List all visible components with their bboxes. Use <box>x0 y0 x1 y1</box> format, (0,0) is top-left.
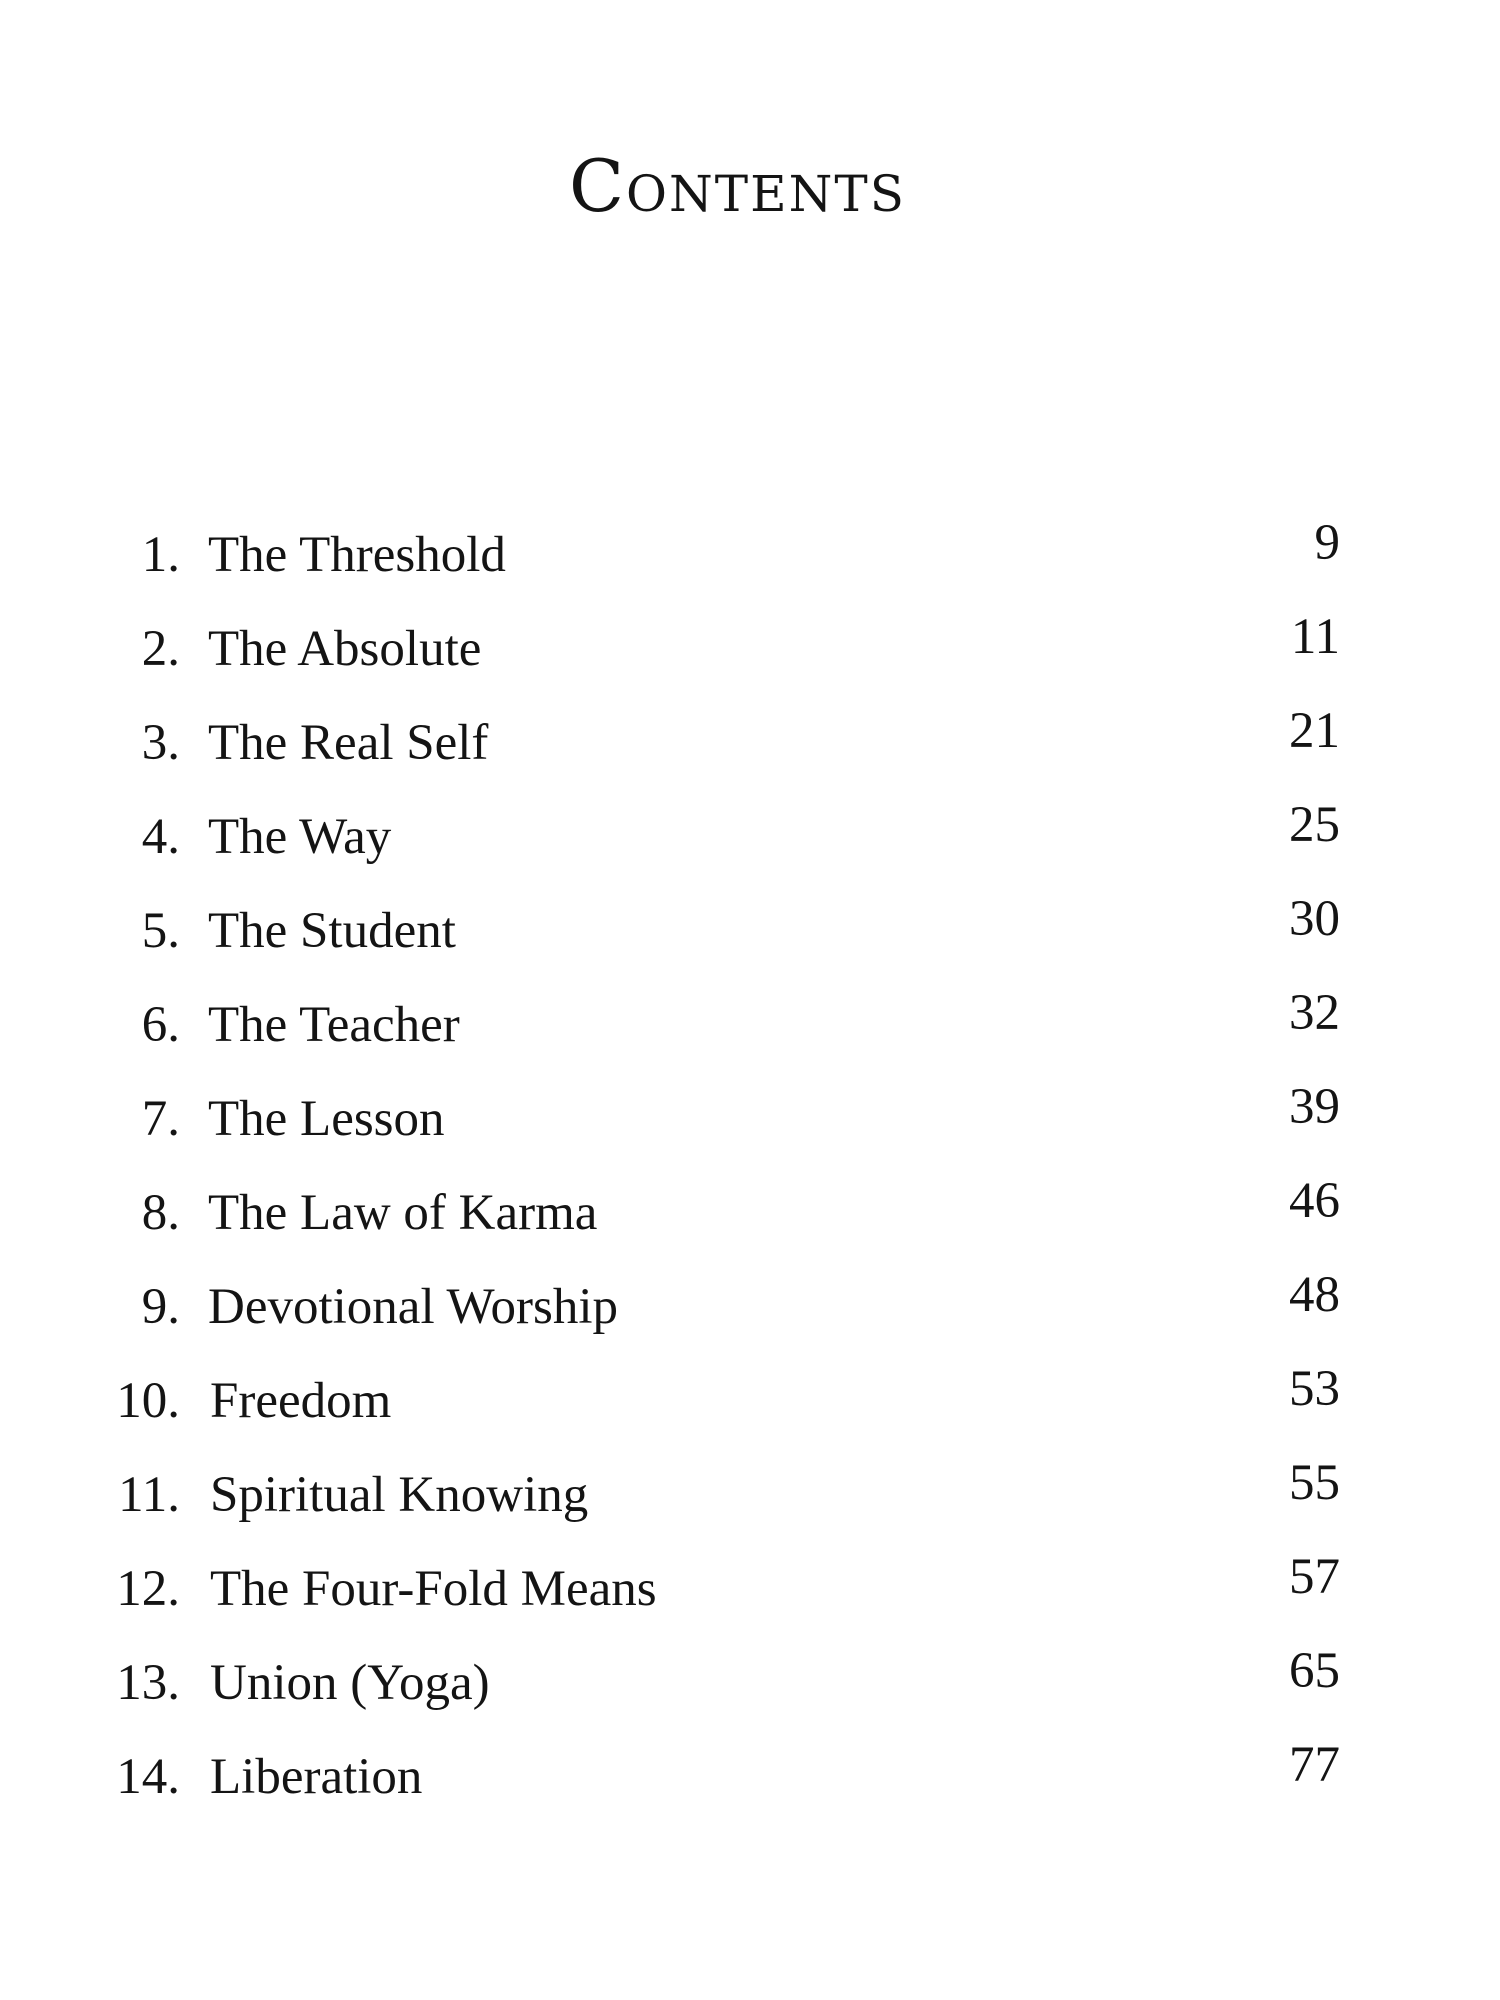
chapter-number: 7. <box>141 1091 180 1147</box>
page-number: 65 <box>1289 1643 1340 1699</box>
chapter-title: The Teacher <box>208 997 460 1053</box>
chapter-title: The Lesson <box>208 1091 445 1147</box>
toc-entry <box>0 1737 1500 1822</box>
page-number: 32 <box>1289 985 1340 1041</box>
chapter-title: The Four-Fold Means <box>210 1561 657 1617</box>
page-number: 55 <box>1289 1455 1340 1511</box>
page-number: 39 <box>1289 1079 1340 1135</box>
toc-entry <box>0 515 1500 600</box>
chapter-number: 6. <box>141 997 180 1053</box>
page-number: 53 <box>1289 1361 1340 1417</box>
page-number: 48 <box>1289 1267 1340 1323</box>
chapter-number: 12. <box>116 1561 180 1617</box>
toc-entry <box>0 1361 1500 1446</box>
toc-entry <box>0 985 1500 1070</box>
chapter-number: 1. <box>141 527 180 583</box>
toc-entry <box>0 1643 1500 1728</box>
chapter-number: 11. <box>118 1467 180 1523</box>
page-number: 11 <box>1290 609 1340 665</box>
toc-entry <box>0 1079 1500 1164</box>
chapter-title: The Way <box>208 809 392 865</box>
page-number: 77 <box>1289 1737 1340 1793</box>
chapter-number: 14. <box>116 1749 180 1805</box>
chapter-title: The Absolute <box>208 621 482 677</box>
chapter-title: Freedom <box>210 1373 392 1429</box>
chapter-title: The Threshold <box>208 527 506 583</box>
page-number: 57 <box>1289 1549 1340 1605</box>
toc-entry <box>0 1455 1500 1540</box>
chapter-title: Devotional Worship <box>208 1279 618 1335</box>
chapter-number: 5. <box>141 903 180 959</box>
toc-entry <box>0 1173 1500 1258</box>
chapter-title: Liberation <box>210 1749 423 1805</box>
toc-entry <box>0 609 1500 694</box>
chapter-number: 2. <box>141 621 180 677</box>
toc-entry <box>0 1549 1500 1634</box>
chapter-title: The Real Self <box>208 715 489 771</box>
toc-entry <box>0 703 1500 788</box>
page-number: 21 <box>1289 703 1340 759</box>
page-number: 46 <box>1289 1173 1340 1229</box>
chapter-number: 9. <box>141 1279 180 1335</box>
page-title: Contents <box>568 144 907 228</box>
chapter-number: 8. <box>141 1185 180 1241</box>
chapter-title: The Student <box>208 903 456 959</box>
page-number: 25 <box>1289 797 1340 853</box>
toc-entry <box>0 1267 1500 1352</box>
chapter-title: Spiritual Knowing <box>210 1467 589 1523</box>
page-number: 9 <box>1314 515 1340 571</box>
page-number: 30 <box>1289 891 1340 947</box>
chapter-number: 13. <box>116 1655 180 1711</box>
toc-entry <box>0 891 1500 976</box>
chapter-title: The Law of Karma <box>208 1185 598 1241</box>
chapter-number: 10. <box>116 1373 180 1429</box>
chapter-number: 3. <box>141 715 180 771</box>
chapter-title: Union (Yoga) <box>210 1655 490 1711</box>
chapter-number: 4. <box>141 809 180 865</box>
toc-entry <box>0 797 1500 882</box>
